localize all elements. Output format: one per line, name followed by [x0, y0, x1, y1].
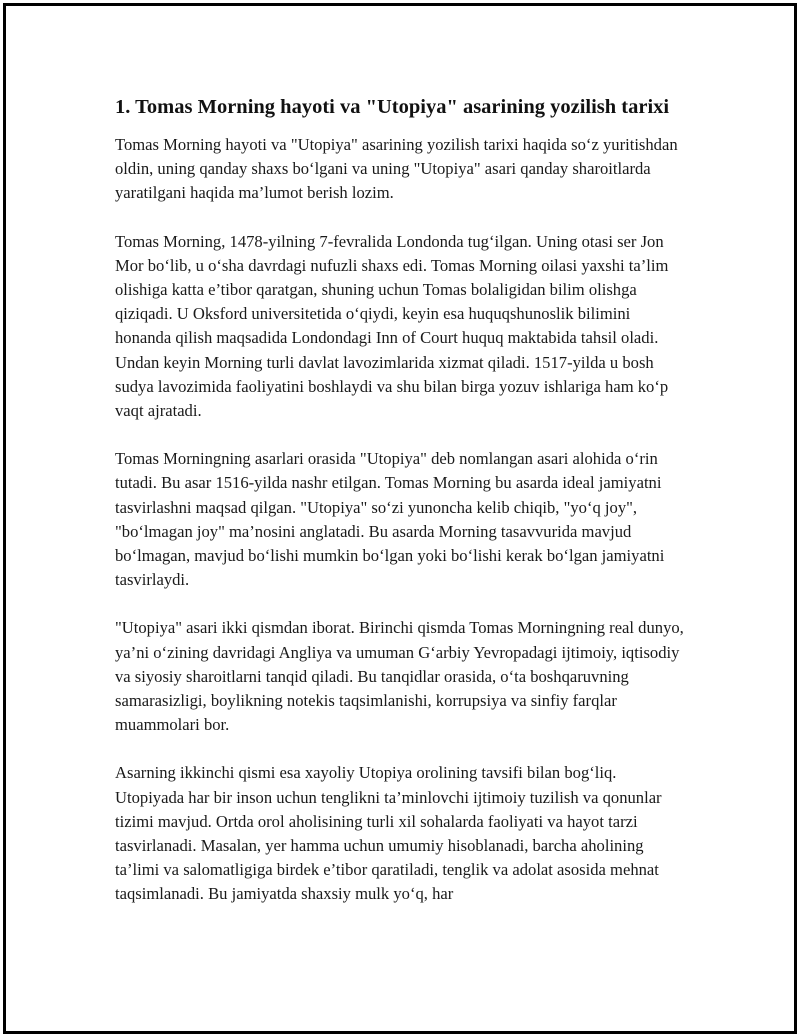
- document-body: [115, 94, 685, 931]
- paragraph-biography: Tomas Morning, 1478-yilning 7-fevralida Londonda tug‘ilgan. Uning otasi ser Jon Mor bo‘lib, u o‘sha davrdagi nufuzli shaxs edi. Tomas Morning oilasi yaxshi ta’lim olishiga katta e’tibor qaratgan, shuning uchun Tomas bolaligidan bilim olishga qiziqadi. U Oksford universitetida o‘qiydi, keyin esa huquqshunoslik bilimini honanda qilish maqsadida Londondagi Inn of Court huquq maktabida tahsil oladi. Undan keyin Morning turli davlat lavozimlarida xizmat qiladi. 1517-yilda u bosh sudya lavozimida faoliyatini boshlaydi va shu bilan birga yozuv ishlariga ham ko‘p vaqt ajratadi.: [115, 231, 669, 421]
- paragraph-utopia-origin: Tomas Morningning asarlari orasida "Utopiya" deb nomlangan asari alohida o‘rin tutadi. Bu asar 1516-yilda nashr etilgan. Tomas Morning bu asarda ideal jamiyatni tasvirlashni maqsad qilgan. "Utopiya" so‘zi yunoncha kelib chiqib, "yo‘q joy", "bo‘lmagan joy" ma’nosini anglatadi. Bu asarda Morning tasavvurida mavjud bo‘lmagan, mavjud bo‘lishi mumkin bo‘lgan yoki bo‘lishi kerak bo‘lgan jamiyatni tasvirlaydi.: [115, 449, 665, 590]
- section-heading: 1. Tomas Morning hayoti va "Utopiya" asarining yozilish tarixi: [115, 96, 670, 118]
- paragraph-utopia-part-one: "Utopiya" asari ikki qismdan iborat. Birinchi qismda Tomas Morningning real dunyo, ya’ni o‘zining davridagi Angliya va umuman G‘arbiy Yevropadagi ijtimoiy, iqtisodiy va siyosiy sharoitlarni tanqid qiladi. Bu tanqidlar orasida, o‘ta boshqaruvning samarasizligi, boylikning notekis taqsimlanishi, korrupsiya va sinfiy farqlar muammolari bor.: [115, 618, 684, 735]
- paragraph-utopia-part-two: Asarning ikkinchi qismi esa xayoliy Utopiya orolining tavsifi bilan bog‘liq. Utopiyada har bir inson uchun tenglikni ta’minlovchi ijtimoiy tuzilish va qonunlar tizimi mavjud. Ortda orol aholisining turli xil sohalarda faoliyati va hayot tarzi tasvirlanadi. Masalan, yer hamma uchun umumiy hisoblanadi, barcha aholining ta’limi va salomatligiga birdek e’tibor qaratiladi, tenglik va adolat asosida mehnat taqsimlanadi. Bu jamiyatda shaxsiy mulk yo‘q, har: [115, 763, 662, 904]
- paragraph-intro: Tomas Morning hayoti va "Utopiya" asarining yozilish tarixi haqida so‘z yuritishdan oldin, uning qanday shaxs bo‘lgani va uning "Utopiya" asari qanday sharoitlarda yaratilgani haqida ma’lumot berish lozim.: [115, 135, 678, 203]
